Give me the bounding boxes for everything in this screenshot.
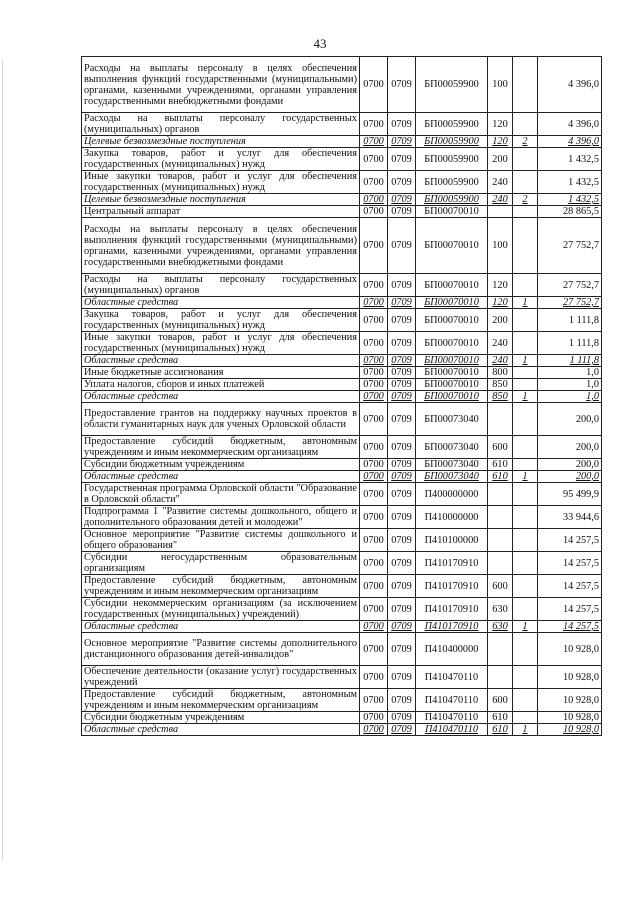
row-subsection-cell: 0709 bbox=[388, 332, 416, 355]
table-row bbox=[82, 113, 602, 136]
row-source-cell: 1 bbox=[513, 471, 538, 483]
table-row bbox=[82, 274, 602, 297]
row-name-cell: Предоставление субсидий бюджетным, автономным учреждениям и иным некоммерческим организациям bbox=[82, 436, 360, 459]
row-source-cell bbox=[513, 529, 538, 552]
row-sum-cell: 10 928,0 bbox=[538, 666, 602, 689]
row-expense-type-cell: 610 bbox=[488, 459, 513, 471]
row-sum-cell: 14 257,5 bbox=[538, 529, 602, 552]
row-source-cell bbox=[513, 113, 538, 136]
row-expense-type-cell: 600 bbox=[488, 575, 513, 598]
table-row bbox=[82, 633, 602, 666]
row-target-code-cell: БП00070010 bbox=[416, 367, 488, 379]
row-sum-cell: 4 396,0 bbox=[538, 57, 602, 113]
row-section-cell: 0700 bbox=[360, 712, 388, 724]
row-expense-type-cell: 240 bbox=[488, 355, 513, 367]
row-name-cell: Субсидии бюджетным учреждениям bbox=[82, 459, 360, 471]
row-subsection-cell: 0709 bbox=[388, 724, 416, 736]
row-subsection-cell: 0709 bbox=[388, 309, 416, 332]
table-row bbox=[82, 483, 602, 506]
row-source-cell bbox=[513, 309, 538, 332]
row-sum-cell: 10 928,0 bbox=[538, 724, 602, 736]
row-expense-type-cell: 630 bbox=[488, 621, 513, 633]
row-target-code-cell: П410400000 bbox=[416, 633, 488, 666]
row-name-cell: Иные закупки товаров, работ и услуг для обеспечения государственных (муниципальных) нужд bbox=[82, 171, 360, 194]
row-source-cell: 1 bbox=[513, 355, 538, 367]
row-expense-type-cell: 610 bbox=[488, 724, 513, 736]
row-subsection-cell: 0709 bbox=[388, 529, 416, 552]
row-subsection-cell: 0709 bbox=[388, 403, 416, 436]
row-section-cell: 0700 bbox=[360, 506, 388, 529]
row-name-cell: Иные бюджетные ассигнования bbox=[82, 367, 360, 379]
table-row bbox=[82, 309, 602, 332]
row-target-code-cell: БП00070010 bbox=[416, 332, 488, 355]
row-source-cell bbox=[513, 483, 538, 506]
row-source-cell: 1 bbox=[513, 724, 538, 736]
row-expense-type-cell bbox=[488, 483, 513, 506]
row-target-code-cell: БП00059900 bbox=[416, 148, 488, 171]
row-section-cell: 0700 bbox=[360, 57, 388, 113]
row-sum-cell: 200,0 bbox=[538, 436, 602, 459]
row-source-cell bbox=[513, 666, 538, 689]
row-name-cell: Предоставление субсидий бюджетным, автономным учреждениям и иным некоммерческим организациям bbox=[82, 689, 360, 712]
table-row bbox=[82, 206, 602, 218]
row-subsection-cell: 0709 bbox=[388, 171, 416, 194]
row-target-code-cell: БП00070010 bbox=[416, 309, 488, 332]
row-sum-cell: 33 944,6 bbox=[538, 506, 602, 529]
table-row bbox=[82, 171, 602, 194]
table-row bbox=[82, 471, 602, 483]
row-section-cell: 0700 bbox=[360, 403, 388, 436]
row-section-cell: 0700 bbox=[360, 633, 388, 666]
row-expense-type-cell: 200 bbox=[488, 148, 513, 171]
table-row bbox=[82, 332, 602, 355]
row-target-code-cell: БП00059900 bbox=[416, 194, 488, 206]
table-row bbox=[82, 391, 602, 403]
row-subsection-cell: 0709 bbox=[388, 297, 416, 309]
row-expense-type-cell bbox=[488, 633, 513, 666]
row-name-cell: Уплата налогов, сборов и иных платежей bbox=[82, 379, 360, 391]
row-target-code-cell: П410470110 bbox=[416, 666, 488, 689]
row-target-code-cell: П410470110 bbox=[416, 724, 488, 736]
row-sum-cell: 1 111,8 bbox=[538, 332, 602, 355]
row-target-code-cell: БП00059900 bbox=[416, 57, 488, 113]
table-row bbox=[82, 218, 602, 274]
row-name-cell: Областные средства bbox=[82, 621, 360, 633]
row-target-code-cell: П410170910 bbox=[416, 552, 488, 575]
row-sum-cell: 200,0 bbox=[538, 471, 602, 483]
row-subsection-cell: 0709 bbox=[388, 712, 416, 724]
row-sum-cell: 200,0 bbox=[538, 459, 602, 471]
row-section-cell: 0700 bbox=[360, 436, 388, 459]
row-source-cell bbox=[513, 171, 538, 194]
row-section-cell: 0700 bbox=[360, 367, 388, 379]
row-expense-type-cell: 850 bbox=[488, 379, 513, 391]
row-source-cell bbox=[513, 57, 538, 113]
table-row bbox=[82, 379, 602, 391]
row-section-cell: 0700 bbox=[360, 471, 388, 483]
row-sum-cell: 1,0 bbox=[538, 391, 602, 403]
row-name-cell: Расходы на выплаты персоналу в целях обеспечения выполнения функций государственными (муниципальными) органами, казенными учреждениями, органами управления государственными внебюджетными фондами bbox=[82, 218, 360, 274]
row-sum-cell: 14 257,5 bbox=[538, 598, 602, 621]
row-subsection-cell: 0709 bbox=[388, 666, 416, 689]
row-name-cell: Подпрограмма 1 "Развитие системы дошкольного, общего и дополнительного образования детей и молодежи" bbox=[82, 506, 360, 529]
row-name-cell: Областные средства bbox=[82, 471, 360, 483]
row-subsection-cell: 0709 bbox=[388, 148, 416, 171]
row-target-code-cell: БП00070010 bbox=[416, 274, 488, 297]
scan-margin-line bbox=[2, 60, 3, 860]
row-source-cell bbox=[513, 598, 538, 621]
row-name-cell: Расходы на выплаты персоналу государственных (муниципальных) органов bbox=[82, 274, 360, 297]
row-section-cell: 0700 bbox=[360, 206, 388, 218]
row-target-code-cell: П400000000 bbox=[416, 483, 488, 506]
row-subsection-cell: 0709 bbox=[388, 355, 416, 367]
row-source-cell bbox=[513, 148, 538, 171]
row-target-code-cell: БП00059900 bbox=[416, 113, 488, 136]
table-row bbox=[82, 297, 602, 309]
row-section-cell: 0700 bbox=[360, 194, 388, 206]
row-target-code-cell: БП00073040 bbox=[416, 403, 488, 436]
row-subsection-cell: 0709 bbox=[388, 136, 416, 148]
row-subsection-cell: 0709 bbox=[388, 206, 416, 218]
row-target-code-cell: БП00070010 bbox=[416, 206, 488, 218]
row-name-cell: Целевые безвозмездные поступления bbox=[82, 136, 360, 148]
row-expense-type-cell bbox=[488, 206, 513, 218]
table-row bbox=[82, 136, 602, 148]
row-expense-type-cell: 630 bbox=[488, 598, 513, 621]
row-subsection-cell: 0709 bbox=[388, 57, 416, 113]
table-row bbox=[82, 57, 602, 113]
row-source-cell bbox=[513, 206, 538, 218]
row-source-cell bbox=[513, 367, 538, 379]
row-target-code-cell: П410170910 bbox=[416, 598, 488, 621]
row-target-code-cell: П410170910 bbox=[416, 575, 488, 598]
row-section-cell: 0700 bbox=[360, 621, 388, 633]
table-row bbox=[82, 355, 602, 367]
row-source-cell: 2 bbox=[513, 194, 538, 206]
row-target-code-cell: П410470110 bbox=[416, 712, 488, 724]
row-expense-type-cell bbox=[488, 506, 513, 529]
row-expense-type-cell bbox=[488, 666, 513, 689]
row-sum-cell: 14 257,5 bbox=[538, 575, 602, 598]
row-subsection-cell: 0709 bbox=[388, 379, 416, 391]
row-source-cell bbox=[513, 633, 538, 666]
row-target-code-cell: П410170910 bbox=[416, 621, 488, 633]
table-row bbox=[82, 621, 602, 633]
row-expense-type-cell: 240 bbox=[488, 194, 513, 206]
row-section-cell: 0700 bbox=[360, 459, 388, 471]
row-name-cell: Целевые безвозмездные поступления bbox=[82, 194, 360, 206]
row-name-cell: Центральный аппарат bbox=[82, 206, 360, 218]
row-section-cell: 0700 bbox=[360, 297, 388, 309]
row-target-code-cell: П410000000 bbox=[416, 506, 488, 529]
row-sum-cell: 10 928,0 bbox=[538, 712, 602, 724]
row-name-cell: Расходы на выплаты персоналу в целях обеспечения выполнения функций государственными (муниципальными) органами, казенными учреждениями, органами управления государственными внебюджетными фондами bbox=[82, 57, 360, 113]
row-target-code-cell: БП00059900 bbox=[416, 171, 488, 194]
table-row bbox=[82, 194, 602, 206]
row-subsection-cell: 0709 bbox=[388, 552, 416, 575]
row-sum-cell: 10 928,0 bbox=[538, 633, 602, 666]
row-section-cell: 0700 bbox=[360, 391, 388, 403]
row-name-cell: Основное мероприятие "Развитие системы дошкольного и общего образования" bbox=[82, 529, 360, 552]
row-source-cell bbox=[513, 552, 538, 575]
row-expense-type-cell: 240 bbox=[488, 171, 513, 194]
table-row bbox=[82, 367, 602, 379]
row-section-cell: 0700 bbox=[360, 575, 388, 598]
row-section-cell: 0700 bbox=[360, 666, 388, 689]
row-name-cell: Областные средства bbox=[82, 391, 360, 403]
row-source-cell bbox=[513, 575, 538, 598]
row-name-cell: Иные закупки товаров, работ и услуг для обеспечения государственных (муниципальных) нужд bbox=[82, 332, 360, 355]
row-expense-type-cell: 600 bbox=[488, 689, 513, 712]
row-expense-type-cell: 600 bbox=[488, 436, 513, 459]
row-name-cell: Закупка товаров, работ и услуг для обеспечения государственных (муниципальных) нужд bbox=[82, 309, 360, 332]
row-sum-cell: 27 752,7 bbox=[538, 218, 602, 274]
row-subsection-cell: 0709 bbox=[388, 218, 416, 274]
row-expense-type-cell: 240 bbox=[488, 332, 513, 355]
table-row bbox=[82, 403, 602, 436]
row-source-cell bbox=[513, 712, 538, 724]
row-source-cell: 1 bbox=[513, 297, 538, 309]
table-row bbox=[82, 529, 602, 552]
row-expense-type-cell: 120 bbox=[488, 274, 513, 297]
table-row bbox=[82, 148, 602, 171]
row-source-cell bbox=[513, 459, 538, 471]
row-section-cell: 0700 bbox=[360, 483, 388, 506]
row-section-cell: 0700 bbox=[360, 598, 388, 621]
row-sum-cell: 4 396,0 bbox=[538, 113, 602, 136]
table-row bbox=[82, 712, 602, 724]
row-source-cell: 1 bbox=[513, 621, 538, 633]
row-expense-type-cell bbox=[488, 403, 513, 436]
row-target-code-cell: П410470110 bbox=[416, 689, 488, 712]
row-target-code-cell: БП00070010 bbox=[416, 379, 488, 391]
row-source-cell bbox=[513, 379, 538, 391]
row-expense-type-cell: 200 bbox=[488, 309, 513, 332]
row-name-cell: Областные средства bbox=[82, 297, 360, 309]
row-sum-cell: 1 432,5 bbox=[538, 194, 602, 206]
table-row bbox=[82, 506, 602, 529]
row-expense-type-cell: 100 bbox=[488, 218, 513, 274]
row-target-code-cell: БП00073040 bbox=[416, 459, 488, 471]
row-name-cell: Основное мероприятие "Развитие системы дополнительного дистанционного образования детей-инвалидов" bbox=[82, 633, 360, 666]
row-name-cell: Субсидии некоммерческим организациям (за исключением государственных (муниципальных) учреждений) bbox=[82, 598, 360, 621]
row-source-cell bbox=[513, 506, 538, 529]
row-source-cell bbox=[513, 689, 538, 712]
row-expense-type-cell: 120 bbox=[488, 136, 513, 148]
row-sum-cell: 95 499,9 bbox=[538, 483, 602, 506]
row-name-cell: Областные средства bbox=[82, 355, 360, 367]
row-section-cell: 0700 bbox=[360, 218, 388, 274]
row-expense-type-cell: 800 bbox=[488, 367, 513, 379]
row-subsection-cell: 0709 bbox=[388, 436, 416, 459]
row-subsection-cell: 0709 bbox=[388, 459, 416, 471]
row-section-cell: 0700 bbox=[360, 136, 388, 148]
row-sum-cell: 10 928,0 bbox=[538, 689, 602, 712]
row-expense-type-cell: 100 bbox=[488, 57, 513, 113]
row-target-code-cell: БП00073040 bbox=[416, 471, 488, 483]
row-subsection-cell: 0709 bbox=[388, 367, 416, 379]
row-source-cell bbox=[513, 436, 538, 459]
table-row bbox=[82, 689, 602, 712]
row-sum-cell: 1 432,5 bbox=[538, 171, 602, 194]
row-source-cell bbox=[513, 274, 538, 297]
table-row bbox=[82, 459, 602, 471]
table-row bbox=[82, 724, 602, 736]
row-target-code-cell: БП00059900 bbox=[416, 136, 488, 148]
row-source-cell bbox=[513, 218, 538, 274]
row-expense-type-cell: 610 bbox=[488, 471, 513, 483]
row-source-cell bbox=[513, 332, 538, 355]
table-row bbox=[82, 598, 602, 621]
row-section-cell: 0700 bbox=[360, 529, 388, 552]
row-sum-cell: 200,0 bbox=[538, 403, 602, 436]
row-expense-type-cell: 610 bbox=[488, 712, 513, 724]
row-section-cell: 0700 bbox=[360, 724, 388, 736]
row-section-cell: 0700 bbox=[360, 689, 388, 712]
row-target-code-cell: БП00073040 bbox=[416, 436, 488, 459]
row-name-cell: Предоставление субсидий бюджетным, автономным учреждениям и иным некоммерческим организациям bbox=[82, 575, 360, 598]
row-target-code-cell: БП00070010 bbox=[416, 297, 488, 309]
row-section-cell: 0700 bbox=[360, 379, 388, 391]
row-source-cell: 1 bbox=[513, 391, 538, 403]
row-expense-type-cell bbox=[488, 552, 513, 575]
row-subsection-cell: 0709 bbox=[388, 483, 416, 506]
row-sum-cell: 1 432,5 bbox=[538, 148, 602, 171]
row-section-cell: 0700 bbox=[360, 309, 388, 332]
row-section-cell: 0700 bbox=[360, 332, 388, 355]
row-expense-type-cell bbox=[488, 529, 513, 552]
budget-rows bbox=[82, 57, 602, 736]
row-name-cell: Областные средства bbox=[82, 724, 360, 736]
table-row bbox=[82, 436, 602, 459]
row-sum-cell: 1,0 bbox=[538, 379, 602, 391]
row-name-cell: Обеспечение деятельности (оказание услуг) государственных учреждений bbox=[82, 666, 360, 689]
row-sum-cell: 27 752,7 bbox=[538, 297, 602, 309]
row-source-cell bbox=[513, 403, 538, 436]
row-subsection-cell: 0709 bbox=[388, 598, 416, 621]
row-section-cell: 0700 bbox=[360, 171, 388, 194]
row-subsection-cell: 0709 bbox=[388, 575, 416, 598]
table-row bbox=[82, 575, 602, 598]
row-subsection-cell: 0709 bbox=[388, 506, 416, 529]
row-source-cell: 2 bbox=[513, 136, 538, 148]
row-name-cell: Субсидии негосударственным образовательным организациям bbox=[82, 552, 360, 575]
row-name-cell: Государственная программа Орловской области "Образование в Орловской области" bbox=[82, 483, 360, 506]
row-name-cell: Расходы на выплаты персоналу государственных (муниципальных) органов bbox=[82, 113, 360, 136]
row-sum-cell: 28 865,5 bbox=[538, 206, 602, 218]
row-expense-type-cell: 850 bbox=[488, 391, 513, 403]
row-subsection-cell: 0709 bbox=[388, 194, 416, 206]
row-section-cell: 0700 bbox=[360, 148, 388, 171]
row-name-cell: Закупка товаров, работ и услуг для обеспечения государственных (муниципальных) нужд bbox=[82, 148, 360, 171]
row-sum-cell: 1 111,8 bbox=[538, 355, 602, 367]
row-sum-cell: 14 257,5 bbox=[538, 621, 602, 633]
page-number: 43 bbox=[313, 36, 327, 51]
row-target-code-cell: БП00070010 bbox=[416, 218, 488, 274]
row-section-cell: 0700 bbox=[360, 355, 388, 367]
row-name-cell: Субсидии бюджетным учреждениям bbox=[82, 712, 360, 724]
row-sum-cell: 14 257,5 bbox=[538, 552, 602, 575]
row-subsection-cell: 0709 bbox=[388, 471, 416, 483]
row-sum-cell: 1,0 bbox=[538, 367, 602, 379]
row-subsection-cell: 0709 bbox=[388, 621, 416, 633]
row-sum-cell: 4 396,0 bbox=[538, 136, 602, 148]
budget-table bbox=[81, 56, 602, 736]
row-subsection-cell: 0709 bbox=[388, 274, 416, 297]
row-section-cell: 0700 bbox=[360, 274, 388, 297]
row-subsection-cell: 0709 bbox=[388, 113, 416, 136]
row-target-code-cell: П410100000 bbox=[416, 529, 488, 552]
row-section-cell: 0700 bbox=[360, 113, 388, 136]
row-target-code-cell: БП00070010 bbox=[416, 391, 488, 403]
row-sum-cell: 27 752,7 bbox=[538, 274, 602, 297]
row-sum-cell: 1 111,8 bbox=[538, 309, 602, 332]
row-subsection-cell: 0709 bbox=[388, 391, 416, 403]
table-row bbox=[82, 552, 602, 575]
row-subsection-cell: 0709 bbox=[388, 633, 416, 666]
row-expense-type-cell: 120 bbox=[488, 113, 513, 136]
table-row bbox=[82, 666, 602, 689]
row-subsection-cell: 0709 bbox=[388, 689, 416, 712]
row-target-code-cell: БП00070010 bbox=[416, 355, 488, 367]
row-expense-type-cell: 120 bbox=[488, 297, 513, 309]
row-name-cell: Предоставление грантов на поддержку научных проектов в области гуманитарных наук для ученых Орловской области bbox=[82, 403, 360, 436]
row-section-cell: 0700 bbox=[360, 552, 388, 575]
